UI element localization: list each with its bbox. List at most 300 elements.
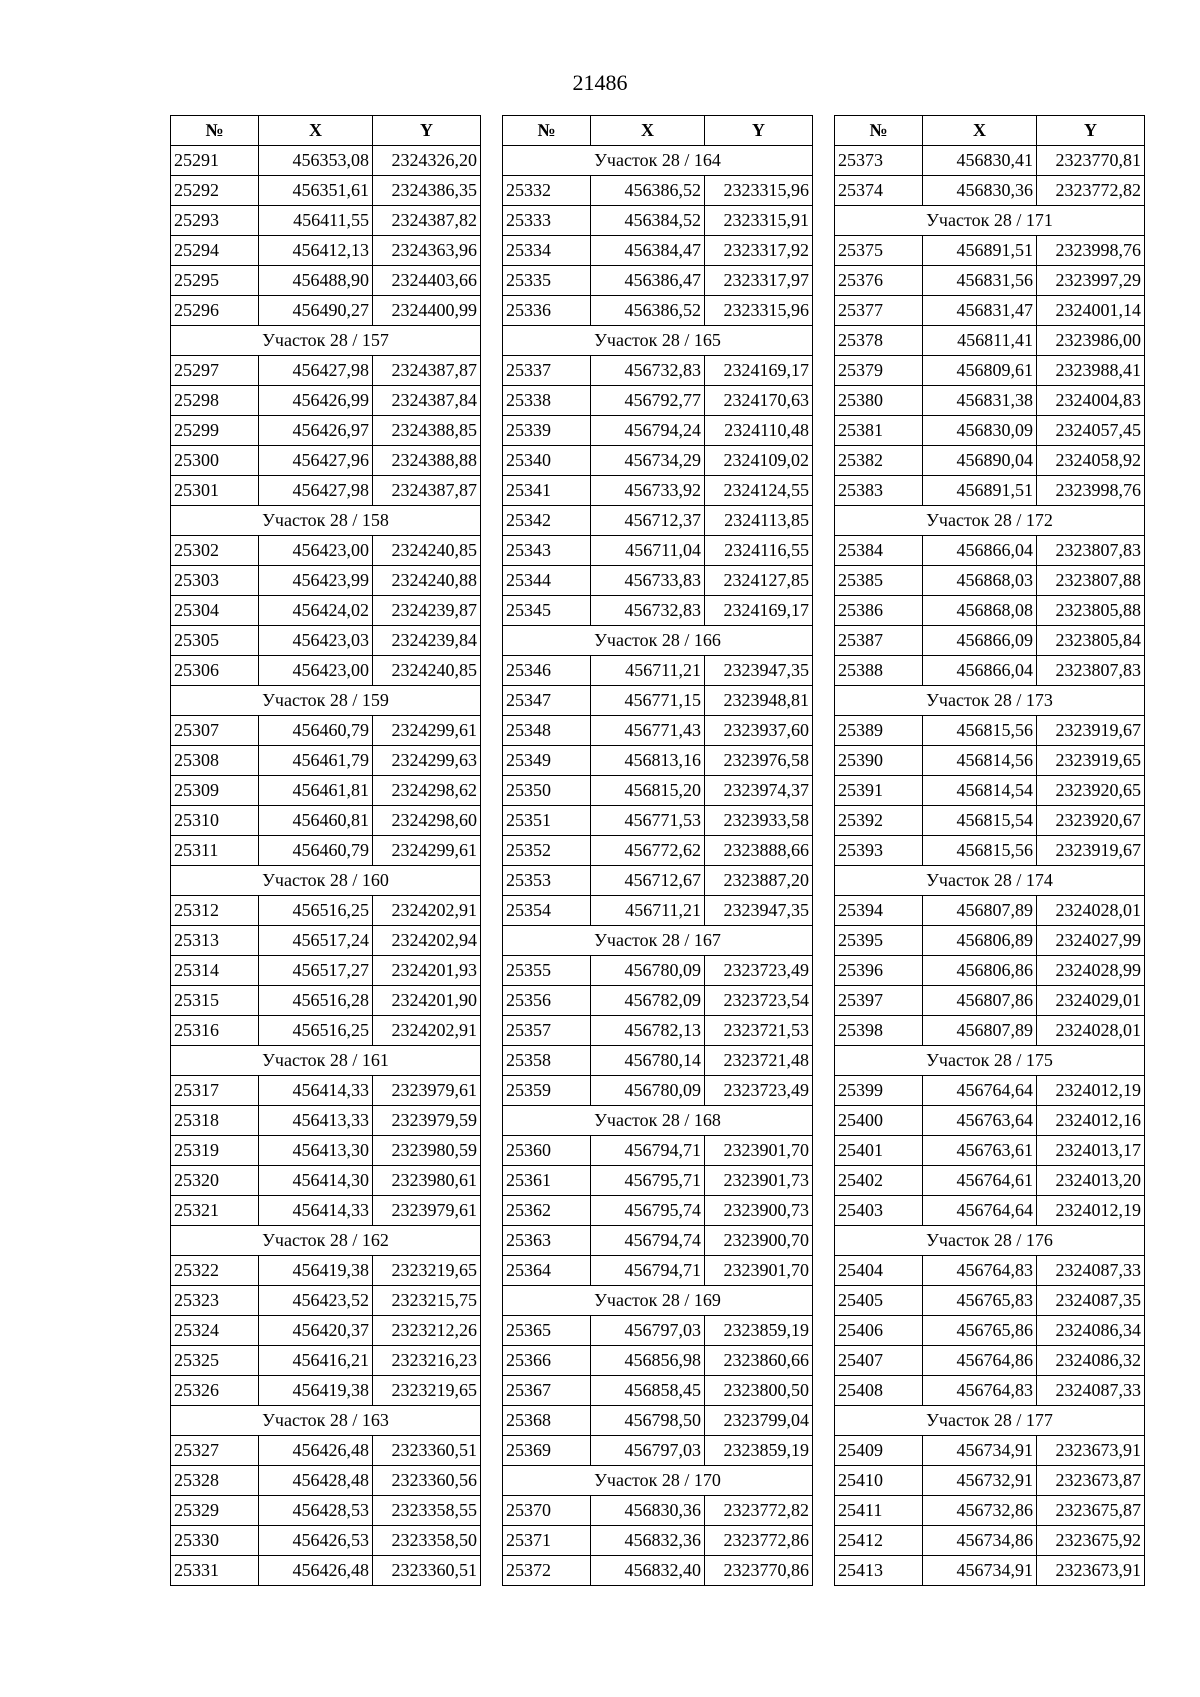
y-coordinate-cell: 2324240,85 <box>373 656 481 686</box>
y-coordinate-cell: 2324239,84 <box>373 626 481 656</box>
table-row <box>835 596 1145 626</box>
table-row <box>835 1196 1145 1226</box>
y-coordinate-cell: 2324202,91 <box>373 1016 481 1046</box>
point-number-cell: 25300 <box>171 446 259 476</box>
table-row <box>171 806 481 836</box>
x-coordinate-cell: 456351,61 <box>259 176 373 206</box>
table-header-row <box>171 116 481 146</box>
point-number-cell: 25403 <box>835 1196 923 1226</box>
page-number: 21486 <box>572 70 628 95</box>
x-coordinate-cell: 456461,79 <box>259 746 373 776</box>
table-row <box>171 1016 481 1046</box>
x-coordinate-cell: 456427,98 <box>259 476 373 506</box>
x-coordinate-cell: 456795,74 <box>591 1196 705 1226</box>
point-number-cell: 25384 <box>835 536 923 566</box>
x-coordinate-cell: 456416,21 <box>259 1346 373 1376</box>
x-coordinate-cell: 456386,47 <box>591 266 705 296</box>
point-number-cell: 25362 <box>503 1196 591 1226</box>
table-row <box>503 836 813 866</box>
section-row <box>835 206 1145 236</box>
x-coordinate-cell: 456856,98 <box>591 1346 705 1376</box>
y-coordinate-cell: 2324201,93 <box>373 956 481 986</box>
point-number-cell: 25299 <box>171 416 259 446</box>
table-row <box>171 656 481 686</box>
point-number-cell: 25297 <box>171 356 259 386</box>
point-number-cell: 25334 <box>503 236 591 266</box>
y-coordinate-cell: 2323974,37 <box>705 776 813 806</box>
point-number-cell: 25302 <box>171 536 259 566</box>
point-number-cell: 25311 <box>171 836 259 866</box>
point-number-cell: 25308 <box>171 746 259 776</box>
table-row <box>171 176 481 206</box>
section-title: Участок 28 / 173 <box>835 686 1145 716</box>
y-coordinate-cell: 2324013,20 <box>1037 1166 1145 1196</box>
x-coordinate-cell: 456516,28 <box>259 986 373 1016</box>
point-number-cell: 25352 <box>503 836 591 866</box>
point-number-cell: 25351 <box>503 806 591 836</box>
y-coordinate-cell: 2323772,86 <box>705 1526 813 1556</box>
x-coordinate-cell: 456461,81 <box>259 776 373 806</box>
x-coordinate-cell: 456815,20 <box>591 776 705 806</box>
x-coordinate-cell: 456807,89 <box>923 896 1037 926</box>
table-row <box>835 716 1145 746</box>
table-row <box>835 986 1145 1016</box>
y-coordinate-cell: 2323317,92 <box>705 236 813 266</box>
table-row <box>171 1556 481 1586</box>
x-coordinate-cell: 456734,91 <box>923 1556 1037 1586</box>
x-coordinate-cell: 456811,41 <box>923 326 1037 356</box>
point-number-cell: 25315 <box>171 986 259 1016</box>
x-coordinate-cell: 456866,04 <box>923 536 1037 566</box>
y-coordinate-cell: 2323920,65 <box>1037 776 1145 806</box>
x-coordinate-cell: 456771,43 <box>591 716 705 746</box>
y-coordinate-cell: 2323315,96 <box>705 176 813 206</box>
y-coordinate-cell: 2323919,67 <box>1037 716 1145 746</box>
table-row <box>835 266 1145 296</box>
point-number-cell: 25349 <box>503 746 591 776</box>
x-coordinate-cell: 456813,16 <box>591 746 705 776</box>
y-coordinate-cell: 2324127,85 <box>705 566 813 596</box>
table-row <box>835 806 1145 836</box>
y-coordinate-cell: 2323216,23 <box>373 1346 481 1376</box>
table-row <box>503 386 813 416</box>
y-coordinate-cell: 2323860,66 <box>705 1346 813 1376</box>
x-coordinate-cell: 456764,64 <box>923 1076 1037 1106</box>
section-title: Участок 28 / 177 <box>835 1406 1145 1436</box>
table-row <box>835 1286 1145 1316</box>
x-coordinate-cell: 456763,61 <box>923 1136 1037 1166</box>
x-coordinate-cell: 456734,29 <box>591 446 705 476</box>
y-coordinate-cell: 2324363,96 <box>373 236 481 266</box>
y-coordinate-cell: 2323358,50 <box>373 1526 481 1556</box>
y-coordinate-cell: 2323888,66 <box>705 836 813 866</box>
point-number-cell: 25371 <box>503 1526 591 1556</box>
point-number-cell: 25317 <box>171 1076 259 1106</box>
table-row <box>503 1166 813 1196</box>
section-title: Участок 28 / 171 <box>835 206 1145 236</box>
point-number-cell: 25343 <box>503 536 591 566</box>
point-number-cell: 25387 <box>835 626 923 656</box>
x-coordinate-cell: 456866,09 <box>923 626 1037 656</box>
y-coordinate-cell: 2323887,20 <box>705 866 813 896</box>
section-row <box>835 866 1145 896</box>
table-row <box>835 236 1145 266</box>
table-row <box>171 1076 481 1106</box>
table-row <box>503 1016 813 1046</box>
point-number-cell: 25350 <box>503 776 591 806</box>
point-number-cell: 25408 <box>835 1376 923 1406</box>
y-coordinate-cell: 2324087,33 <box>1037 1256 1145 1286</box>
column-header-number: № <box>835 116 923 146</box>
x-coordinate-cell: 456794,74 <box>591 1226 705 1256</box>
point-number-cell: 25321 <box>171 1196 259 1226</box>
section-title: Участок 28 / 163 <box>171 1406 481 1436</box>
y-coordinate-cell: 2324027,99 <box>1037 926 1145 956</box>
x-coordinate-cell: 456832,40 <box>591 1556 705 1586</box>
point-number-cell: 25357 <box>503 1016 591 1046</box>
y-coordinate-cell: 2324299,61 <box>373 836 481 866</box>
table-row <box>503 986 813 1016</box>
point-number-cell: 25310 <box>171 806 259 836</box>
point-number-cell: 25337 <box>503 356 591 386</box>
x-coordinate-cell: 456765,86 <box>923 1316 1037 1346</box>
y-coordinate-cell: 2324299,63 <box>373 746 481 776</box>
x-coordinate-cell: 456460,81 <box>259 806 373 836</box>
table-row <box>835 1436 1145 1466</box>
point-number-cell: 25402 <box>835 1166 923 1196</box>
point-number-cell: 25296 <box>171 296 259 326</box>
point-number-cell: 25342 <box>503 506 591 536</box>
section-title: Участок 28 / 165 <box>503 326 813 356</box>
y-coordinate-cell: 2323723,49 <box>705 1076 813 1106</box>
table-row <box>835 1376 1145 1406</box>
table-row <box>835 446 1145 476</box>
table-row <box>171 146 481 176</box>
x-coordinate-cell: 456423,52 <box>259 1286 373 1316</box>
point-number-cell: 25409 <box>835 1436 923 1466</box>
table-row <box>171 1196 481 1226</box>
table-row <box>171 386 481 416</box>
section-row <box>503 1106 813 1136</box>
y-coordinate-cell: 2324400,99 <box>373 296 481 326</box>
point-number-cell: 25365 <box>503 1316 591 1346</box>
table-row <box>171 206 481 236</box>
point-number-cell: 25353 <box>503 866 591 896</box>
table-row <box>835 416 1145 446</box>
x-coordinate-cell: 456830,36 <box>923 176 1037 206</box>
x-coordinate-cell: 456517,24 <box>259 926 373 956</box>
point-number-cell: 25339 <box>503 416 591 446</box>
table-row <box>171 1316 481 1346</box>
y-coordinate-cell: 2324086,32 <box>1037 1346 1145 1376</box>
table-row <box>835 386 1145 416</box>
table-row <box>835 776 1145 806</box>
point-number-cell: 25404 <box>835 1256 923 1286</box>
point-number-cell: 25312 <box>171 896 259 926</box>
x-coordinate-cell: 456830,36 <box>591 1496 705 1526</box>
y-coordinate-cell: 2323219,65 <box>373 1376 481 1406</box>
point-number-cell: 25373 <box>835 146 923 176</box>
y-coordinate-cell: 2323901,70 <box>705 1256 813 1286</box>
x-coordinate-cell: 456428,48 <box>259 1466 373 1496</box>
table-row <box>503 566 813 596</box>
x-coordinate-cell: 456732,83 <box>591 356 705 386</box>
point-number-cell: 25330 <box>171 1526 259 1556</box>
point-number-cell: 25316 <box>171 1016 259 1046</box>
section-row <box>171 1406 481 1436</box>
point-number-cell: 25358 <box>503 1046 591 1076</box>
x-coordinate-cell: 456809,61 <box>923 356 1037 386</box>
y-coordinate-cell: 2323948,81 <box>705 686 813 716</box>
table-row <box>835 176 1145 206</box>
y-coordinate-cell: 2323980,61 <box>373 1166 481 1196</box>
table-row <box>171 1346 481 1376</box>
y-coordinate-cell: 2323315,96 <box>705 296 813 326</box>
point-number-cell: 25306 <box>171 656 259 686</box>
table-row <box>835 1526 1145 1556</box>
y-coordinate-cell: 2323360,56 <box>373 1466 481 1496</box>
y-coordinate-cell: 2324388,85 <box>373 416 481 446</box>
table-row <box>171 296 481 326</box>
y-coordinate-cell: 2323997,29 <box>1037 266 1145 296</box>
x-coordinate-cell: 456830,09 <box>923 416 1037 446</box>
table-row <box>171 266 481 296</box>
table-row <box>171 416 481 446</box>
table-row <box>171 1136 481 1166</box>
table-row <box>503 1526 813 1556</box>
table-row <box>835 1136 1145 1166</box>
y-coordinate-cell: 2324387,87 <box>373 476 481 506</box>
point-number-cell: 25335 <box>503 266 591 296</box>
table-row <box>171 1286 481 1316</box>
section-row <box>503 1286 813 1316</box>
table-row <box>503 416 813 446</box>
section-title: Участок 28 / 175 <box>835 1046 1145 1076</box>
point-number-cell: 25355 <box>503 956 591 986</box>
y-coordinate-cell: 2323673,91 <box>1037 1436 1145 1466</box>
table-row <box>503 1556 813 1586</box>
point-number-cell: 25382 <box>835 446 923 476</box>
table-row <box>503 506 813 536</box>
point-number-cell: 25391 <box>835 776 923 806</box>
table-row <box>503 686 813 716</box>
table-row <box>503 236 813 266</box>
table-row <box>503 896 813 926</box>
section-row <box>835 1046 1145 1076</box>
point-number-cell: 25344 <box>503 566 591 596</box>
point-number-cell: 25305 <box>171 626 259 656</box>
y-coordinate-cell: 2323723,49 <box>705 956 813 986</box>
table-row <box>171 956 481 986</box>
x-coordinate-cell: 456891,51 <box>923 236 1037 266</box>
point-number-cell: 25291 <box>171 146 259 176</box>
x-coordinate-cell: 456795,71 <box>591 1166 705 1196</box>
table-row <box>503 1496 813 1526</box>
section-title: Участок 28 / 164 <box>503 146 813 176</box>
x-coordinate-cell: 456411,55 <box>259 206 373 236</box>
point-number-cell: 25329 <box>171 1496 259 1526</box>
point-number-cell: 25294 <box>171 236 259 266</box>
x-coordinate-cell: 456764,83 <box>923 1256 1037 1286</box>
x-coordinate-cell: 456814,56 <box>923 746 1037 776</box>
x-coordinate-cell: 456797,03 <box>591 1316 705 1346</box>
y-coordinate-cell: 2324087,33 <box>1037 1376 1145 1406</box>
x-coordinate-cell: 456815,54 <box>923 806 1037 836</box>
y-coordinate-cell: 2323947,35 <box>705 896 813 926</box>
y-coordinate-cell: 2324387,82 <box>373 206 481 236</box>
point-number-cell: 25378 <box>835 326 923 356</box>
x-coordinate-cell: 456797,03 <box>591 1436 705 1466</box>
table-row <box>835 926 1145 956</box>
y-coordinate-cell: 2323988,41 <box>1037 356 1145 386</box>
y-coordinate-cell: 2324110,48 <box>705 416 813 446</box>
y-coordinate-cell: 2324013,17 <box>1037 1136 1145 1166</box>
point-number-cell: 25375 <box>835 236 923 266</box>
x-coordinate-cell: 456780,09 <box>591 1076 705 1106</box>
column-header-y: Y <box>1037 116 1145 146</box>
x-coordinate-cell: 456814,54 <box>923 776 1037 806</box>
y-coordinate-cell: 2324170,63 <box>705 386 813 416</box>
x-coordinate-cell: 456794,24 <box>591 416 705 446</box>
x-coordinate-cell: 456427,96 <box>259 446 373 476</box>
x-coordinate-cell: 456427,98 <box>259 356 373 386</box>
y-coordinate-cell: 2323937,60 <box>705 716 813 746</box>
x-coordinate-cell: 456890,04 <box>923 446 1037 476</box>
x-coordinate-cell: 456460,79 <box>259 836 373 866</box>
table-row <box>835 1256 1145 1286</box>
table-row <box>171 566 481 596</box>
x-coordinate-cell: 456868,08 <box>923 596 1037 626</box>
y-coordinate-cell: 2324239,87 <box>373 596 481 626</box>
table-row <box>171 446 481 476</box>
point-number-cell: 25376 <box>835 266 923 296</box>
point-number-cell: 25303 <box>171 566 259 596</box>
y-coordinate-cell: 2324124,55 <box>705 476 813 506</box>
point-number-cell: 25327 <box>171 1436 259 1466</box>
y-coordinate-cell: 2323219,65 <box>373 1256 481 1286</box>
x-coordinate-cell: 456426,53 <box>259 1526 373 1556</box>
section-row <box>171 686 481 716</box>
section-row <box>835 1226 1145 1256</box>
point-number-cell: 25389 <box>835 716 923 746</box>
section-row <box>835 506 1145 536</box>
table-row <box>503 206 813 236</box>
y-coordinate-cell: 2323799,04 <box>705 1406 813 1436</box>
x-coordinate-cell: 456516,25 <box>259 1016 373 1046</box>
x-coordinate-cell: 456831,38 <box>923 386 1037 416</box>
y-coordinate-cell: 2323358,55 <box>373 1496 481 1526</box>
point-number-cell: 25359 <box>503 1076 591 1106</box>
table-row <box>503 1346 813 1376</box>
x-coordinate-cell: 456423,03 <box>259 626 373 656</box>
x-coordinate-cell: 456413,33 <box>259 1106 373 1136</box>
y-coordinate-cell: 2324109,02 <box>705 446 813 476</box>
y-coordinate-cell: 2323998,76 <box>1037 236 1145 266</box>
section-title: Участок 28 / 169 <box>503 1286 813 1316</box>
table-row <box>835 1346 1145 1376</box>
table-row <box>503 1256 813 1286</box>
section-title: Участок 28 / 160 <box>171 866 481 896</box>
section-title: Участок 28 / 176 <box>835 1226 1145 1256</box>
point-number-cell: 25393 <box>835 836 923 866</box>
point-number-cell: 25307 <box>171 716 259 746</box>
column-header-x: X <box>259 116 373 146</box>
point-number-cell: 25366 <box>503 1346 591 1376</box>
y-coordinate-cell: 2323986,00 <box>1037 326 1145 356</box>
y-coordinate-cell: 2323772,82 <box>1037 176 1145 206</box>
x-coordinate-cell: 456772,62 <box>591 836 705 866</box>
table-row <box>835 1466 1145 1496</box>
point-number-cell: 25398 <box>835 1016 923 1046</box>
point-number-cell: 25341 <box>503 476 591 506</box>
table-row <box>503 446 813 476</box>
y-coordinate-cell: 2323675,87 <box>1037 1496 1145 1526</box>
y-coordinate-cell: 2323360,51 <box>373 1556 481 1586</box>
x-coordinate-cell: 456733,83 <box>591 566 705 596</box>
table-row <box>503 1226 813 1256</box>
x-coordinate-cell: 456414,33 <box>259 1196 373 1226</box>
table-row <box>171 1376 481 1406</box>
table-row <box>171 1256 481 1286</box>
y-coordinate-cell: 2324169,17 <box>705 596 813 626</box>
section-title: Участок 28 / 159 <box>171 686 481 716</box>
x-coordinate-cell: 456891,51 <box>923 476 1037 506</box>
x-coordinate-cell: 456807,86 <box>923 986 1037 1016</box>
x-coordinate-cell: 456733,92 <box>591 476 705 506</box>
table-row <box>503 656 813 686</box>
table-row <box>503 776 813 806</box>
table-row <box>503 596 813 626</box>
point-number-cell: 25356 <box>503 986 591 1016</box>
table-row <box>835 956 1145 986</box>
y-coordinate-cell: 2323859,19 <box>705 1436 813 1466</box>
point-number-cell: 25367 <box>503 1376 591 1406</box>
y-coordinate-cell: 2324298,62 <box>373 776 481 806</box>
x-coordinate-cell: 456764,61 <box>923 1166 1037 1196</box>
point-number-cell: 25295 <box>171 266 259 296</box>
y-coordinate-cell: 2323770,81 <box>1037 146 1145 176</box>
y-coordinate-cell: 2324028,01 <box>1037 896 1145 926</box>
x-coordinate-cell: 456794,71 <box>591 1256 705 1286</box>
x-coordinate-cell: 456815,56 <box>923 716 1037 746</box>
x-coordinate-cell: 456771,53 <box>591 806 705 836</box>
y-coordinate-cell: 2324387,84 <box>373 386 481 416</box>
point-number-cell: 25383 <box>835 476 923 506</box>
x-coordinate-cell: 456711,04 <box>591 536 705 566</box>
section-title: Участок 28 / 158 <box>171 506 481 536</box>
table-row <box>171 896 481 926</box>
table-row <box>835 836 1145 866</box>
x-coordinate-cell: 456420,37 <box>259 1316 373 1346</box>
x-coordinate-cell: 456830,41 <box>923 146 1037 176</box>
x-coordinate-cell: 456384,47 <box>591 236 705 266</box>
x-coordinate-cell: 456858,45 <box>591 1376 705 1406</box>
table-header-row <box>503 116 813 146</box>
column-header-number: № <box>503 116 591 146</box>
x-coordinate-cell: 456712,37 <box>591 506 705 536</box>
y-coordinate-cell: 2323807,83 <box>1037 536 1145 566</box>
point-number-cell: 25406 <box>835 1316 923 1346</box>
section-row <box>503 626 813 656</box>
coordinates-table-middle <box>502 115 813 1586</box>
table-row <box>503 296 813 326</box>
point-number-cell: 25309 <box>171 776 259 806</box>
point-number-cell: 25368 <box>503 1406 591 1436</box>
point-number-cell: 25364 <box>503 1256 591 1286</box>
x-coordinate-cell: 456763,64 <box>923 1106 1037 1136</box>
x-coordinate-cell: 456782,13 <box>591 1016 705 1046</box>
point-number-cell: 25301 <box>171 476 259 506</box>
